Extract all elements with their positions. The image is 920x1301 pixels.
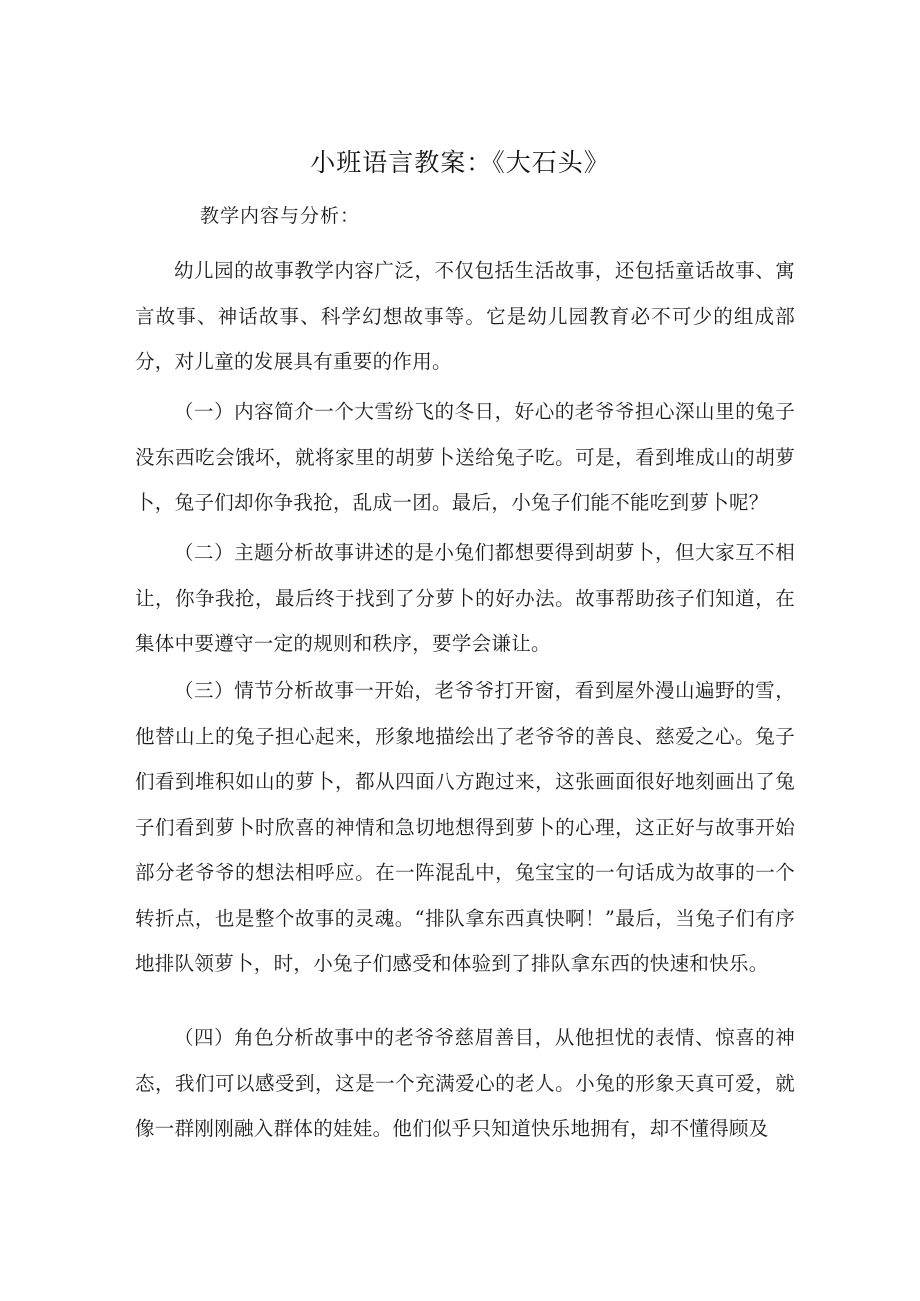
paragraph-intro: 幼儿园的故事教学内容广泛，不仅包括生活故事，还包括童话故事、寓言故事、神话故事、科学幻想故事等。它是幼儿园教育必不可少的组成部分，对儿童的发展具有重要的作用。 — [135, 259, 795, 373]
section-heading: 教学内容与分析： — [200, 205, 361, 227]
document-title: 小班语言教案：《大石头》 — [310, 148, 610, 177]
paragraph-theme-analysis: （二）主题分析故事讲述的是小兔们都想要得到胡萝卜，但大家互不相让，你争我抢，最后终于找到了分萝卜的好办法。故事帮助孩子们知道，在集体中要遵守一定的规则和秩序，要学会谦让。 — [135, 541, 795, 655]
paragraph-content-summary: （一）内容简介一个大雪纷飞的冬日，好心的老爷爷担心深山里的兔子没东西吃会饿坏，就将家里的胡萝卜送给兔子吃。可是，看到堆成山的胡萝卜，兔子们却你争我抢，乱成一团。最后，小兔子们能不能吃到萝卜呢？ — [135, 400, 795, 514]
paragraph-character-analysis: （四）角色分析故事中的老爷爷慈眉善目，从他担忧的表情、惊喜的神态，我们可以感受到，这是一个充满爱心的老人。小兔的形象天真可爱，就像一群刚刚融入群体的娃娃。他们似乎只知道快乐地拥有，却不懂得顾及 — [135, 1026, 795, 1140]
paragraph-plot-analysis: （三）情节分析故事一开始，老爷爷打开窗，看到屋外漫山遍野的雪，他替山上的兔子担心起来，形象地描绘出了老爷爷的善良、慈爱之心。兔子们看到堆积如山的萝卜，都从四面八方跑过来，这张画面很好地刻画出了兔子们看到萝卜时欣喜的神情和急切地想得到萝卜的心理，这正好与故事开始部分老爷爷的想法相呼应。在一阵混乱中，兔宝宝的一句话成为故事的一个转折点，也是整个故事的灵魂。“排队拿东西真快啊！”最后，当兔子们有序地排队领萝卜，时，小兔子们感受和体验到了排队拿东西的快速和快乐。 — [135, 679, 795, 975]
